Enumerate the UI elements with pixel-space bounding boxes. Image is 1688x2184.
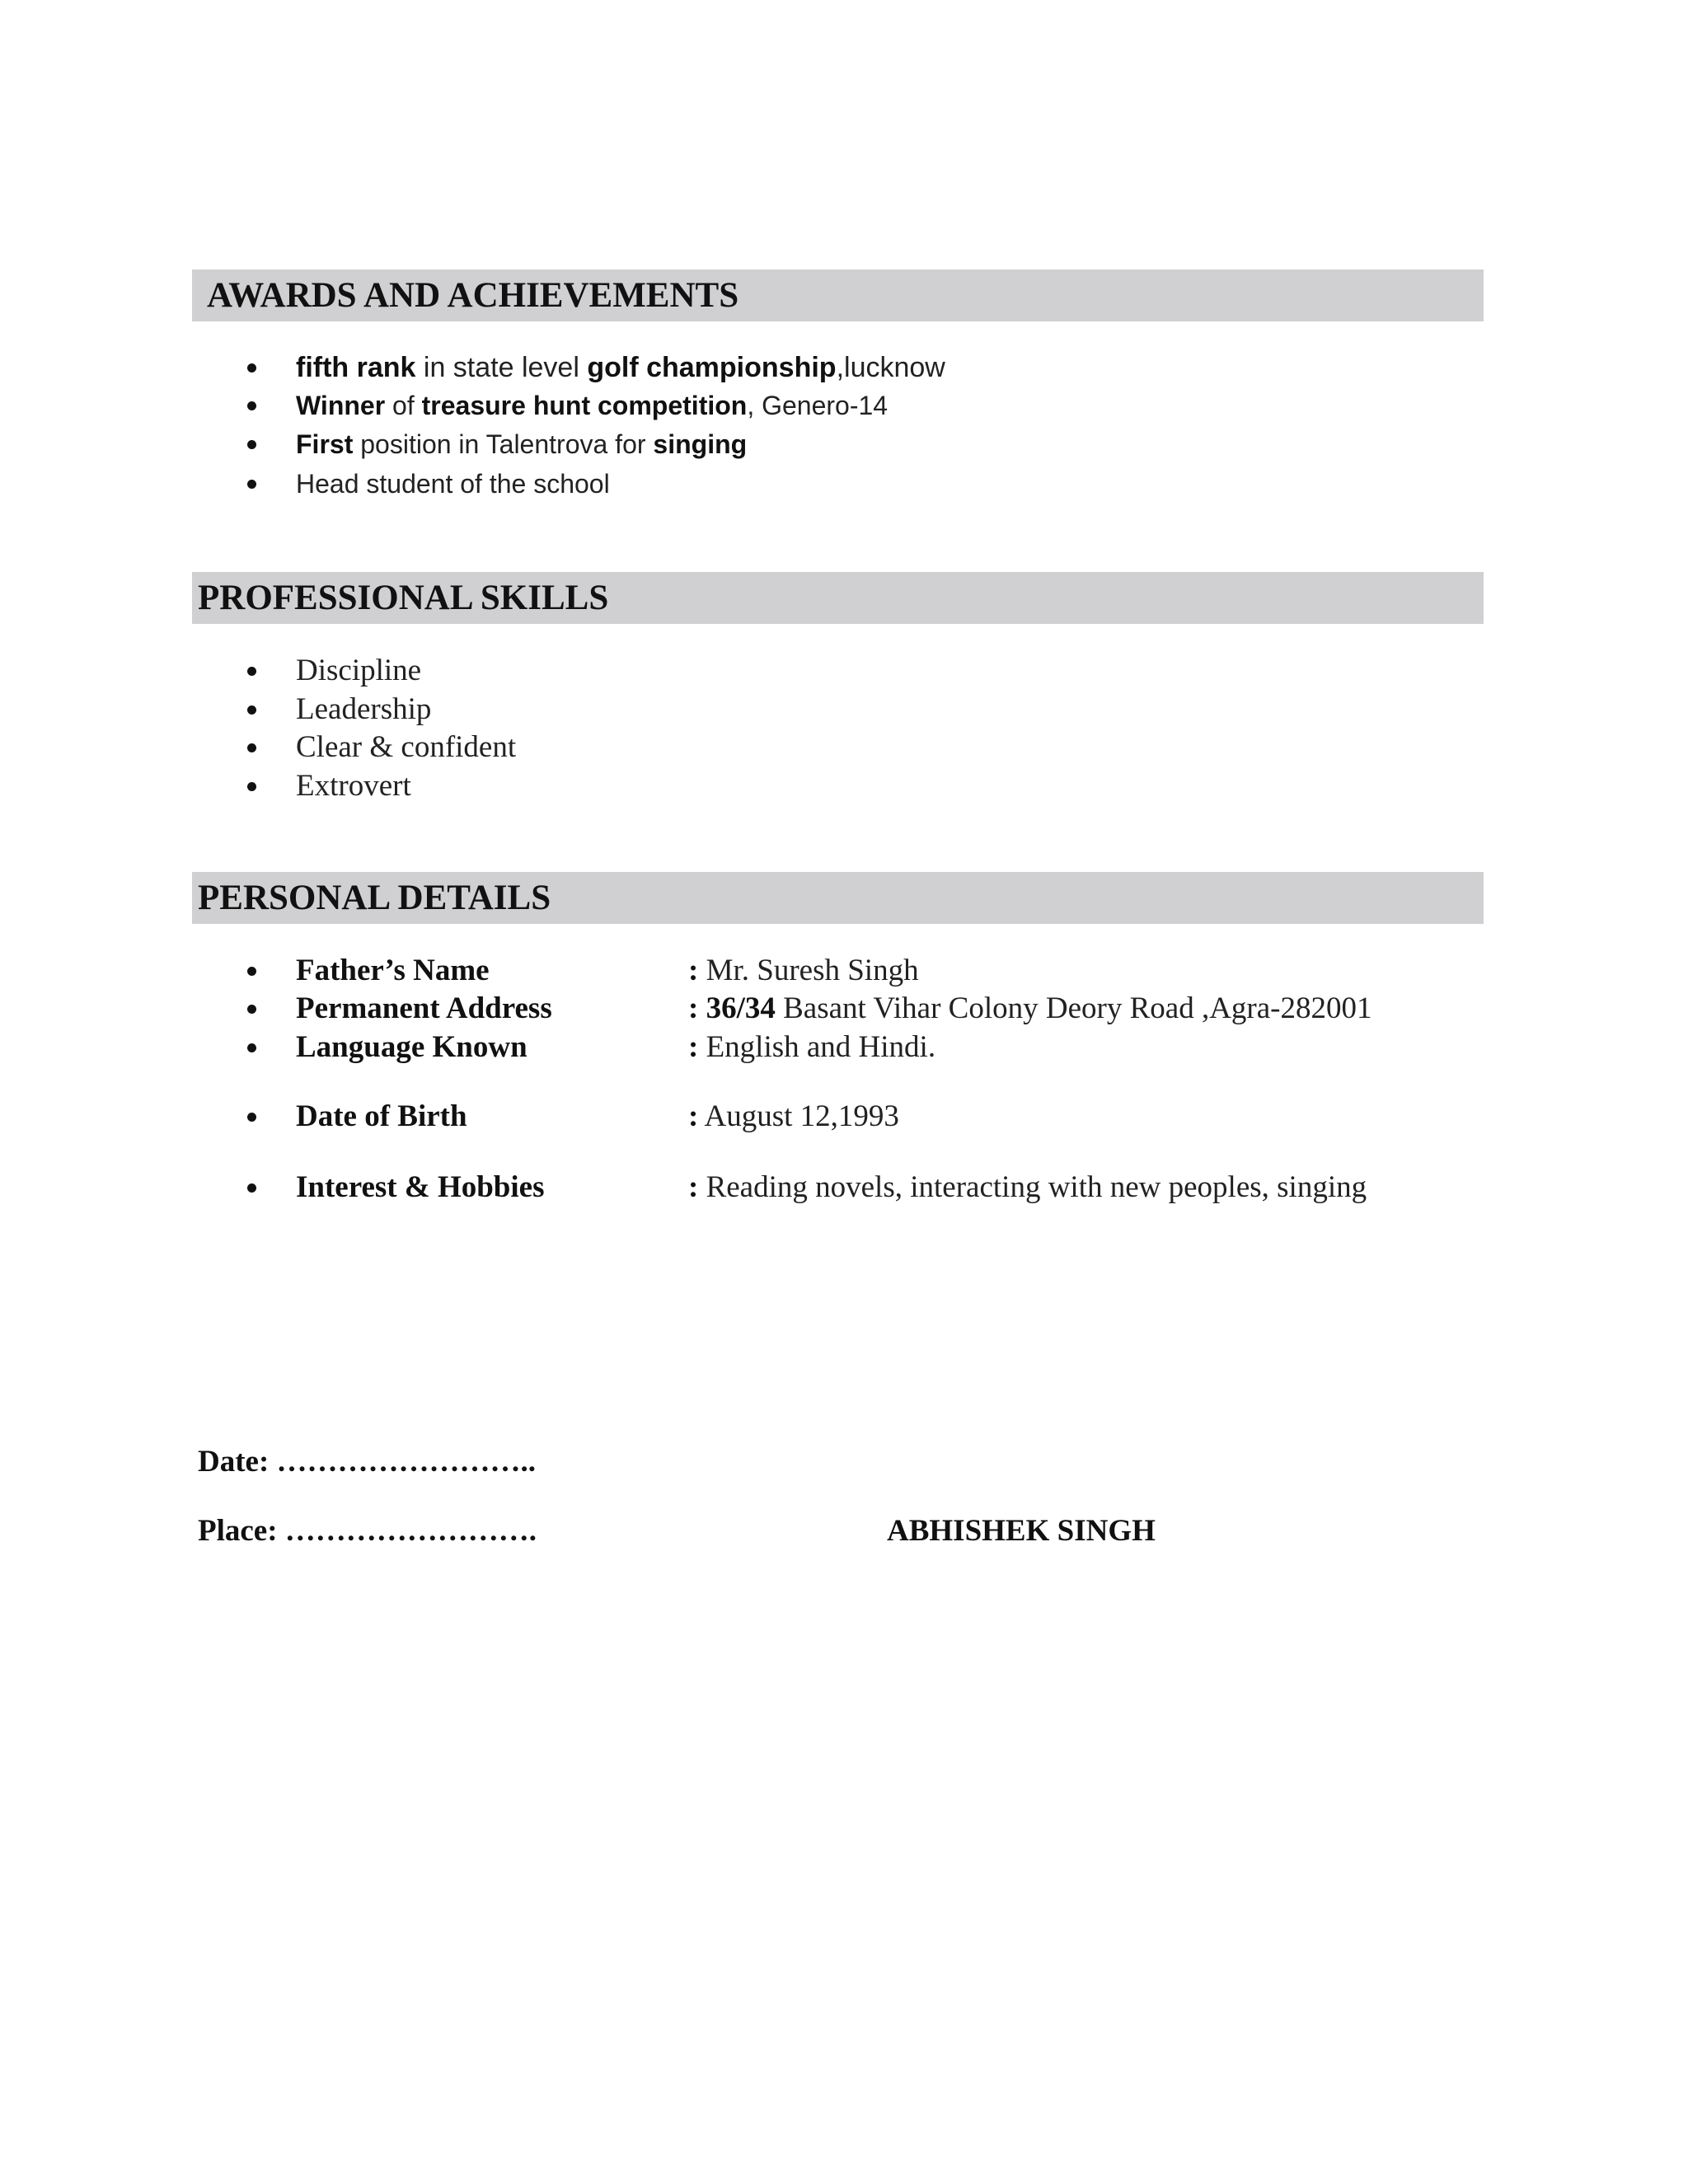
award-highlight: First	[296, 429, 354, 459]
bullet-icon	[247, 705, 256, 715]
bullet-icon	[247, 782, 256, 791]
dob-label: Date of Birth	[296, 1099, 467, 1133]
award-highlight: Winner	[296, 391, 386, 420]
colon: :	[688, 1030, 699, 1064]
award-text: in state level	[415, 352, 588, 383]
personal-section-header: PERSONAL DETAILS	[192, 872, 1484, 924]
award-text: of	[385, 391, 422, 420]
award-text: Head student of the school	[296, 469, 610, 499]
language-label: Language Known	[296, 1030, 528, 1064]
award-text: position in Talentrova for	[353, 429, 654, 459]
signature-name: ABHISHEK SINGH	[887, 1514, 1156, 1548]
skill-text: Clear & confident	[296, 730, 517, 764]
award-text: ,lucknow	[836, 352, 945, 383]
award-highlight: treasure hunt competition	[421, 391, 748, 420]
bullet-icon	[247, 1043, 256, 1052]
value-text: August 12,1993	[698, 1099, 899, 1133]
value-text: English and Hindi.	[698, 1030, 936, 1064]
colon: :	[688, 1170, 699, 1204]
bullet-icon	[247, 1183, 256, 1193]
awards-section-header: AWARDS AND ACHIEVEMENTS	[192, 269, 1484, 321]
bullet-icon	[247, 1005, 256, 1014]
skill-text: Leadership	[296, 692, 432, 726]
fathers-name-label: Father’s Name	[296, 954, 490, 987]
bullet-icon	[247, 363, 256, 373]
award-text: , Genero-14	[747, 391, 889, 420]
colon: :	[688, 1099, 699, 1133]
address-number: 36/34	[698, 991, 776, 1025]
colon: :	[688, 991, 699, 1025]
date-line: Date: ……………………..	[198, 1445, 537, 1479]
dob-value	[688, 1098, 899, 1136]
value-text: Reading novels, interacting with new peoples, singing	[698, 1170, 1367, 1204]
address-label: Permanent Address	[296, 991, 552, 1025]
skill-text: Extrovert	[296, 769, 411, 803]
award-highlight: singing	[653, 429, 748, 459]
value-text: Mr. Suresh Singh	[698, 954, 919, 987]
address-value	[688, 990, 1372, 1028]
value-text: Basant Vihar Colony Deory Road ,Agra-282001	[775, 991, 1372, 1025]
fathers-name-value	[688, 952, 919, 990]
colon: :	[688, 954, 699, 987]
hobbies-value	[688, 1169, 1367, 1207]
skills-section-header: PROFESSIONAL SKILLS	[192, 572, 1484, 624]
award-highlight: golf championship	[587, 352, 837, 383]
award-highlight: fifth rank	[296, 352, 416, 383]
bullet-icon	[247, 480, 256, 489]
place-line: Place: …………………….	[198, 1514, 537, 1548]
skill-text: Discipline	[296, 654, 422, 687]
language-value	[688, 1029, 935, 1066]
bullet-icon	[247, 667, 256, 676]
bullet-icon	[247, 967, 256, 976]
bullet-icon	[247, 440, 256, 449]
bullet-icon	[247, 743, 256, 752]
bullet-icon	[247, 401, 256, 410]
hobbies-label: Interest & Hobbies	[296, 1170, 545, 1204]
bullet-icon	[247, 1113, 256, 1122]
